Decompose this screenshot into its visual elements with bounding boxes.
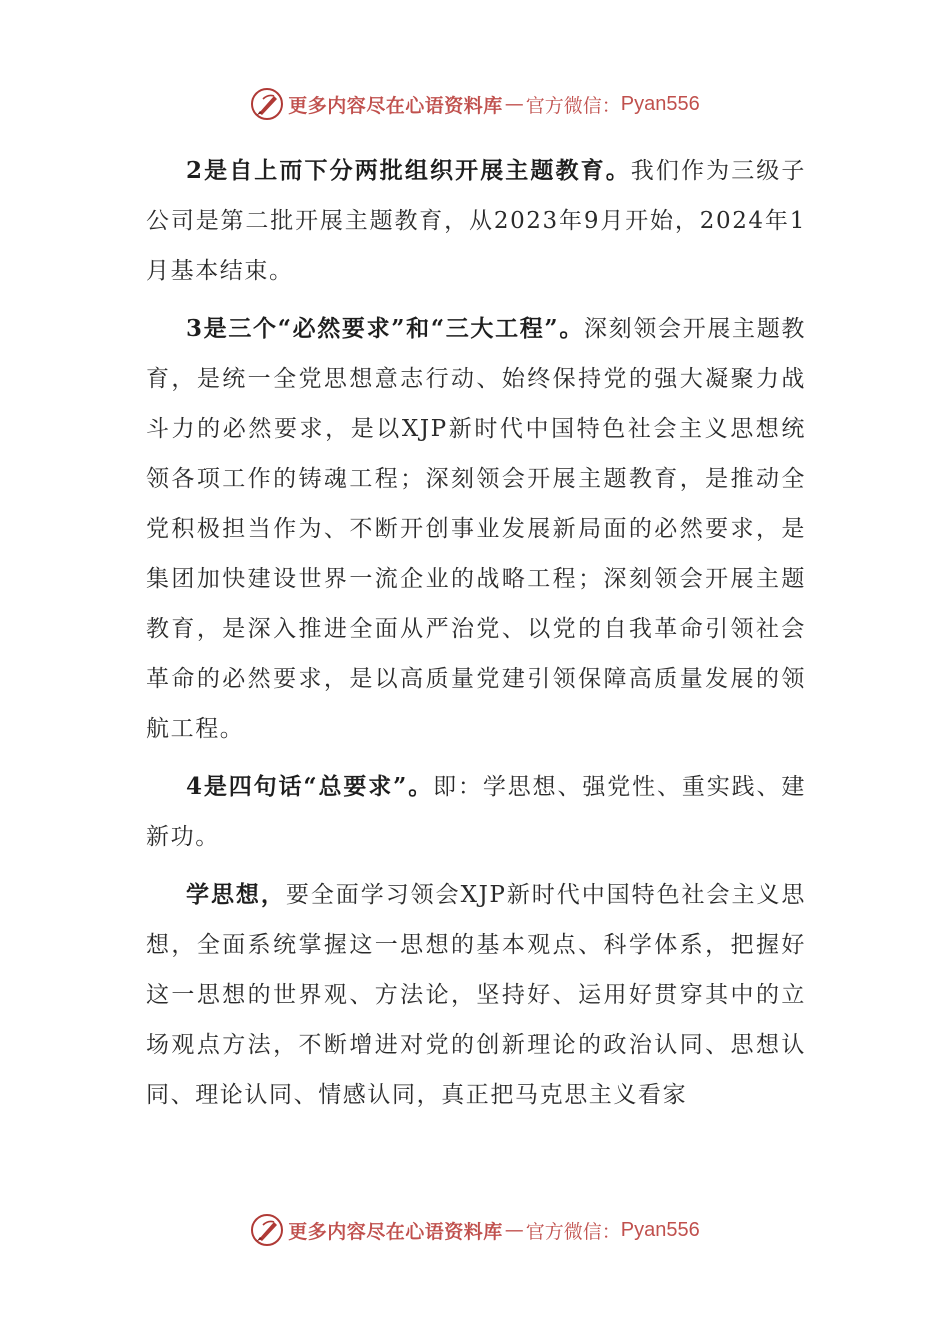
watermark-separator: — [504,93,524,115]
watermark-wechat-label: 官方微信： [525,1220,621,1243]
quill-pen-logo-icon [250,1213,284,1247]
paragraph-heading: 4是四句话“总要求”。 [186,773,434,800]
paragraph-heading: 3是三个“必然要求”和“三大工程”。 [186,315,585,342]
paragraph-point-2 [146,146,806,296]
paragraph-point-3 [146,304,806,754]
watermark-site-name: 更多内容尽在心语资料库 [288,1220,503,1243]
watermark-wechat-label: 官方微信： [525,94,621,117]
quill-pen-logo-icon [250,87,284,121]
watermark-separator: — [504,1219,524,1241]
paragraph-text: 即：学思想、强党性、重实践、建新功。 [146,774,807,850]
paragraph-text: 我们作为三级子公司是第二批开展主题教育，从2023年9月开始，2024年1月基本结束。 [146,158,806,284]
paragraph-text: 要全面学习领会XJP新时代中国特色社会主义思想，全面系统掌握这一思想的基本观点、科学体系，把握好这一思想的世界观、方法论，坚持好、运用好贯穿其中的立场观点方法，不断增进对党的创新理论的政治认同、思想认同、理论认同、情感认同，真正把马克思主义看家 [146,882,806,1108]
paragraph-point-4 [146,762,806,862]
document-body [146,146,806,1128]
footer-watermark [0,1210,950,1250]
header-watermark [0,84,950,124]
watermark-wechat-id: Pyan556 [620,1218,700,1241]
paragraph-heading: 2是自上而下分两批组织开展主题教育。 [186,157,631,184]
paragraph-text: 深刻领会开展主题教育，是统一全党思想意志行动、始终保持党的强大凝聚力战斗力的必然要求，是以XJP新时代中国特色社会主义思想统领各项工作的铸魂工程；深刻领会开展主题教育，是推动全党积极担当作为、不断开创事业发展新局面的必然要求，是集团加快建设世界一流企业的战略工程；深刻领会开展主题教育，是深入推进全面从严治党、以党的自我革命引领社会革命的必然要求，是以高质量党建引领保障高质量发展的领航工程。 [146,316,806,742]
watermark-site-name: 更多内容尽在心语资料库 [288,94,503,117]
watermark-wechat-id: Pyan556 [620,92,700,115]
paragraph-study-thought [146,870,806,1120]
paragraph-heading: 学思想， [186,881,286,908]
